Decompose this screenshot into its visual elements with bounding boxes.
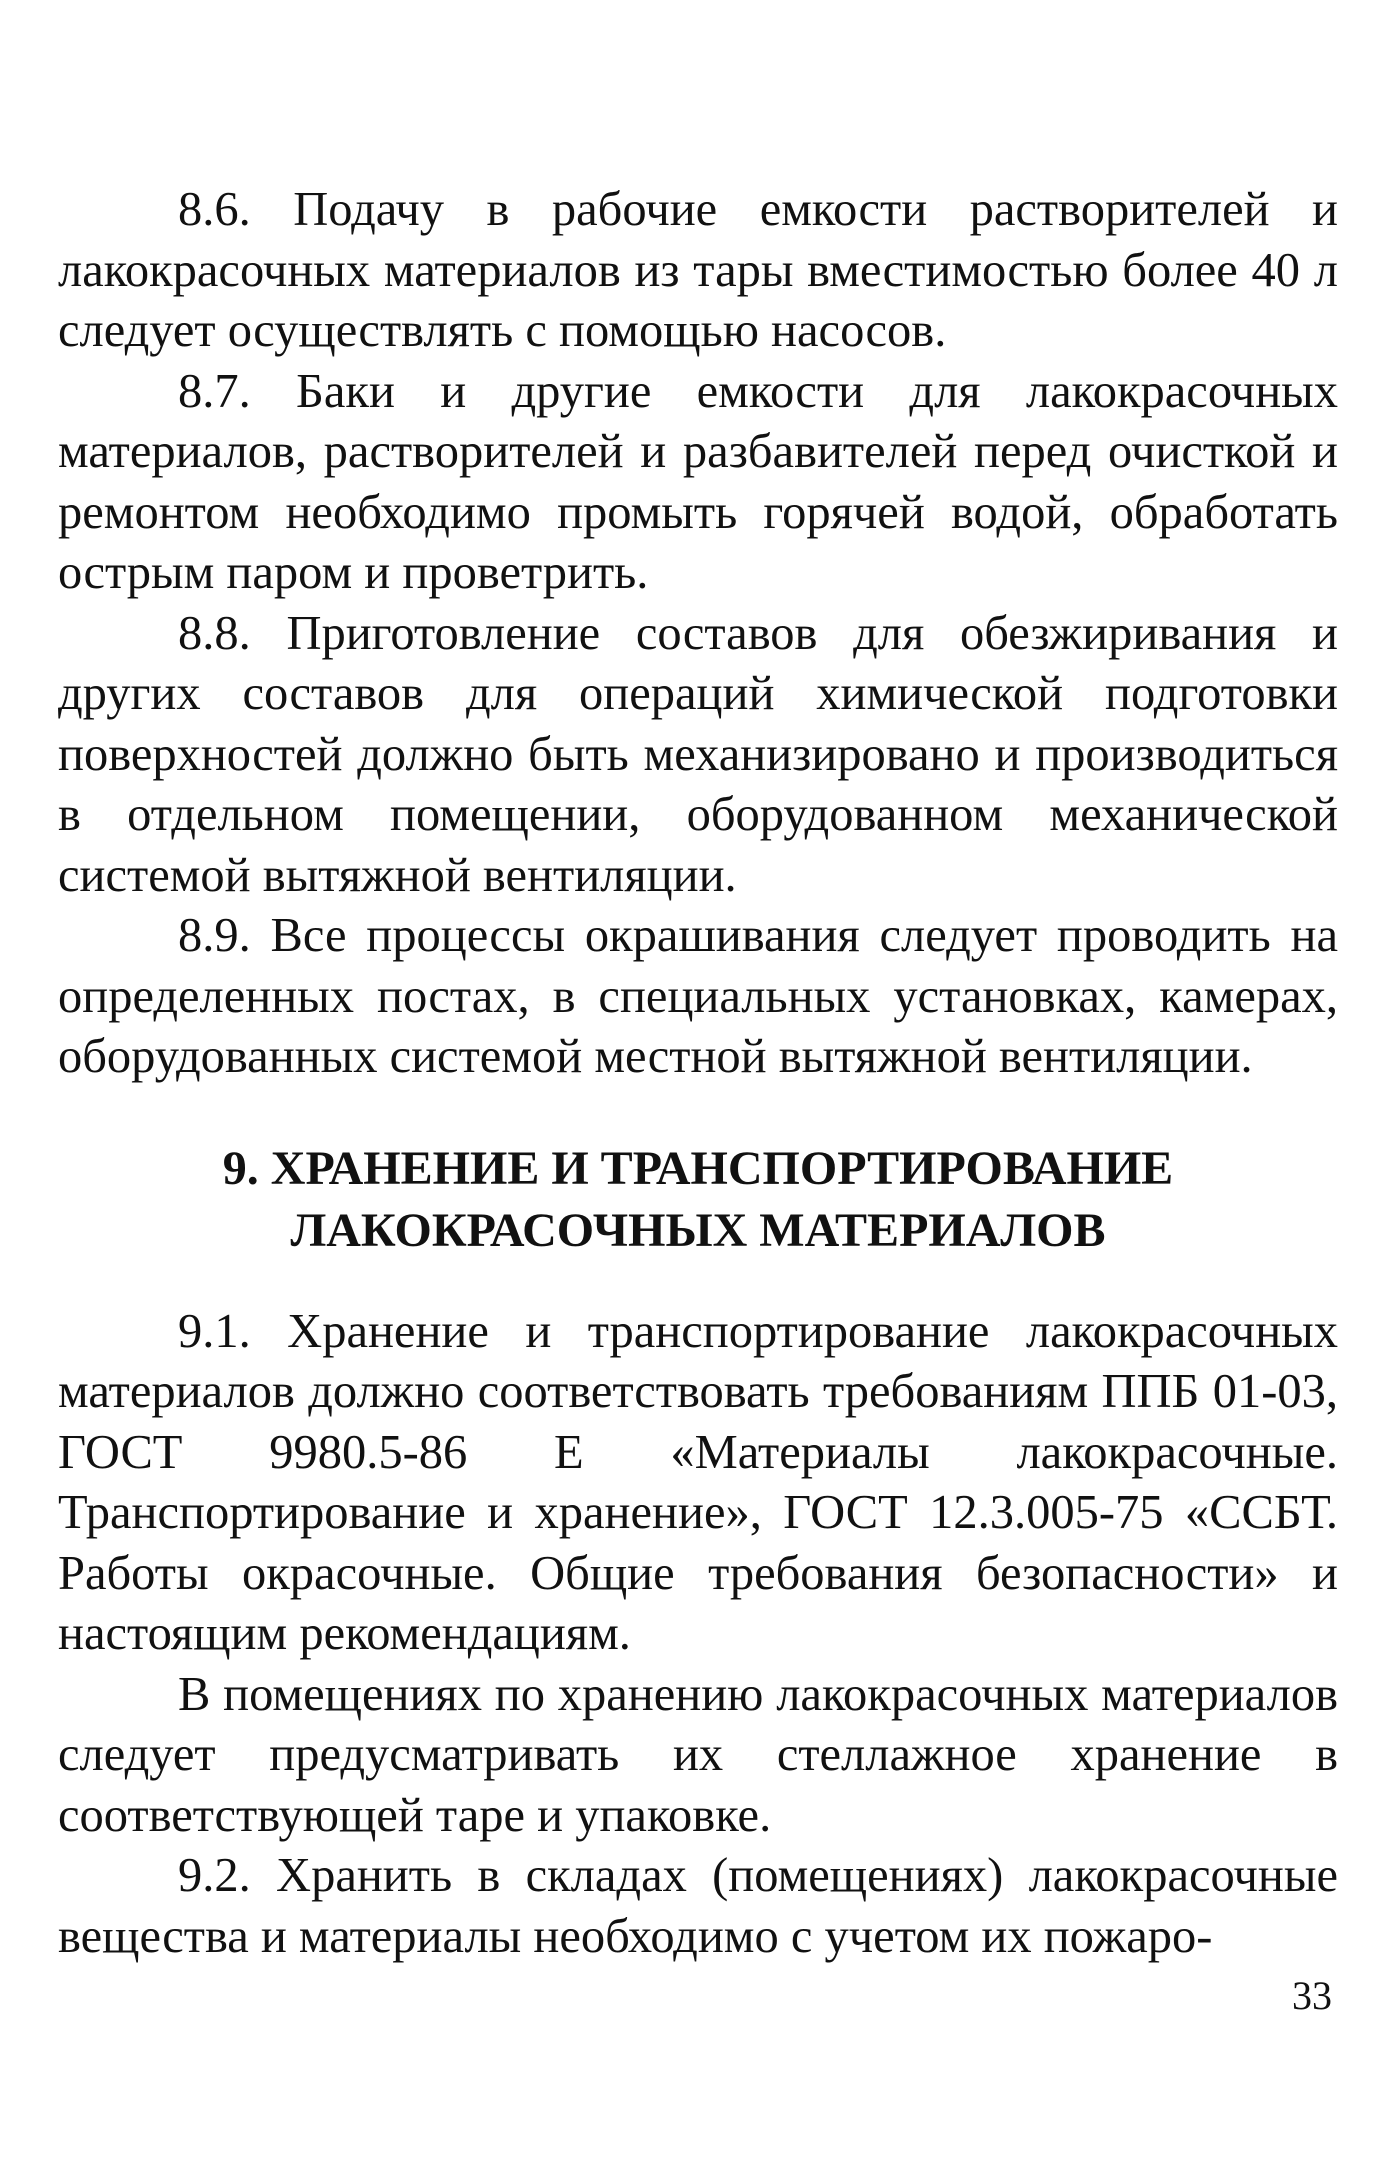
section-heading: [58, 1138, 1338, 1262]
section-heading-line-2: ЛАКОКРАСОЧНЫХ МАТЕРИАЛОВ: [290, 1203, 1106, 1257]
page-number: 33: [1292, 1973, 1332, 2018]
paragraph-storage: В помещениях по хранению лакокрасочных материалов следует предусматривать их стеллажное хранение в соответствующей таре и упаковке.: [58, 1667, 1338, 1842]
paragraph-8-8: 8.8. Приготовление составов для обезжиривания и других составов для операций химической подготовки поверхностей должно быть механизировано и производиться в отдельном помещении, оборудованном механической системой вытяжной вентиляции.: [58, 606, 1338, 902]
section-heading-line-1: 9. ХРАНЕНИЕ И ТРАНСПОРТИРОВАНИЕ: [222, 1141, 1174, 1195]
paragraph-9-2: 9.2. Хранить в складах (помещениях) лакокрасочные вещества и материалы необходимо с учетом их пожаро-: [58, 1849, 1338, 1963]
paragraph-8-7: 8.7. Баки и другие емкости для лакокрасочных материалов, растворителей и разбавителей перед очисткой и ремонтом необходимо промыть горячей водой, обработать острым паром и проветрить.: [58, 364, 1338, 599]
paragraph-8-9: 8.9. Все процессы окрашивания следует проводить на определенных постах, в специальных установках, камерах, оборудованных системой местной вытяжной вентиляции.: [58, 909, 1338, 1083]
document-page: [58, 180, 1338, 1967]
paragraph-8-6: 8.6. Подачу в рабочие емкости растворителей и лакокрасочных материалов из тары вместимостью более 40 л следует осуществлять с помощью насосов.: [58, 183, 1338, 357]
paragraph-9-1: 9.1. Хранение и транспортирование лакокрасочных материалов должно соответствовать требованиям ППБ 01-03, ГОСТ 9980.5-86 Е «Материалы лакокрасочные. Транспортирование и хранение», ГОСТ 12.3.005-75 «ССБТ. Работы окрасочные. Общие требования безопасности» и настоящим рекомендациям.: [58, 1304, 1338, 1660]
